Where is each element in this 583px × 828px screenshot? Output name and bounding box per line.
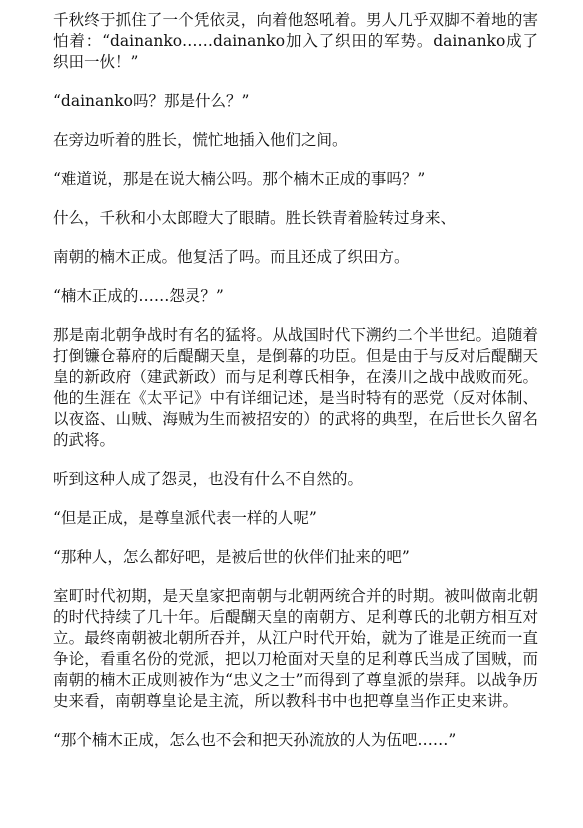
paragraph: 南朝的楠木正成。他复活了吗。而且还成了织田方。: [53, 248, 410, 266]
paragraph: 千秋终于抓住了一个凭依灵，向着他怒吼着。男人几乎双脚不着地的害怕着：“dainanko……dainanko加入了织田的军势。dainanko成了织田一伙！”: [53, 11, 538, 71]
paragraph: 在旁边听着的胜长，慌忙地插入他们之间。: [53, 131, 348, 149]
paragraph: 听到这种人成了怨灵，也没有什么不自然的。: [53, 470, 364, 488]
paragraph: 那是南北朝争战时有名的猛将。从战国时代下溯约二个半世纪。追随着打倒镰仓幕府的后醍醐天皇，是倒幕的功臣。但是由于与反对后醍醐天皇的新政府（建武新政）而与足利尊氏相争，在湊川之战中战败而死。他的生涯在《太平记》中有详细记述，是当时特有的恶党（反对体制、以夜盗、山贼、海贼为生而被招安的）的武将的典型，在后世长久留名的武将。: [53, 326, 538, 449]
paragraph: “那种人，怎么都好吧，是被后世的伙伴们扯来的吧”: [53, 548, 410, 566]
paragraph: “那个楠木正成，怎么也不会和把天孙流放的人为伍吧……”: [53, 731, 457, 749]
paragraph: “但是正成，是尊皇派代表一样的人呢”: [53, 509, 317, 527]
paragraph: “难道说，那是在说大楠公吗。那个楠木正成的事吗？”: [53, 170, 426, 188]
paragraph: 室町时代初期，是天皇家把南朝与北朝两统合并的时期。被叫做南北朝的时代持续了几十年。后醍醐天皇的南朝方、足利尊氏的北朝方相互对立。最终南朝被北朝所吞并，从江户时代开始，就为了谁是正统而一直争论，看重名份的党派，把以刀枪面对天皇的足利尊氏当成了国贼，而南朝的楠木正成则被作为“忠义之士”而得到了尊皇派的崇拜。以战争历史来看，南朝尊皇论是主流，所以教科书中也把尊皇当作正史来讲。: [53, 587, 538, 710]
paragraph: “dainanko吗？那是什么？”: [53, 92, 250, 110]
paragraph: 什么，千秋和小太郎瞪大了眼睛。胜长铁青着脸转过身来、: [53, 209, 457, 227]
paragraph: “楠木正成的……怨灵？”: [53, 287, 224, 305]
